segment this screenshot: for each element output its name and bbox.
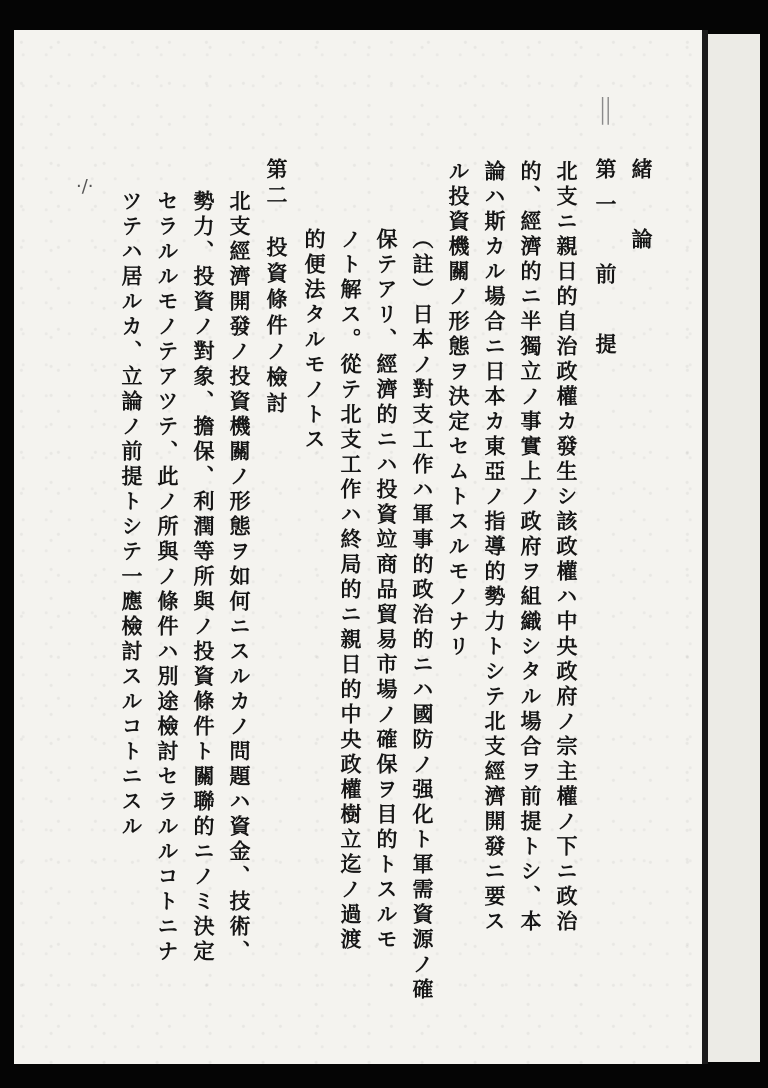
text-column: 勢力、投資ノ對象、擔保、利潤等所與ノ投資條件ト關聯的ニノミ決定	[191, 190, 216, 965]
note-column: （註）日本ノ對支工作ハ軍事的政治的ニハ國防ノ强化ト軍需資源ノ確	[410, 228, 435, 1003]
text-column: ル投資機關ノ形態ヲ決定セムトスルモノナリ	[446, 160, 471, 660]
note-column: 保テアリ、經濟的ニハ投資竝商品貿易市場ノ確保ヲ目的トスルモ	[374, 228, 399, 953]
text-column: 論ハ斯カル場合ニ日本カ東亞ノ指導的勢力トシテ北支經濟開發ニ要ス	[482, 160, 507, 935]
heading-investment-conditions: 第二 投資條件ノ檢討	[264, 158, 289, 418]
text-column: 北支經濟開發ノ投資機關ノ形態ヲ如何ニスルカノ問題ハ資金、技術、	[227, 190, 252, 965]
note-column: ノト解ス。從テ北支工作ハ終局的ニ親日的中央政權樹立迄ノ過渡	[338, 228, 363, 953]
facing-page-edge	[708, 34, 760, 1062]
text-column: セラルルモノテアツテ、此ノ所與ノ條件ハ別途檢討セラルルコトニナ	[155, 190, 180, 965]
margin-mark: ||	[599, 92, 612, 125]
section-title: 緒 論	[629, 158, 654, 263]
side-mark: ·/·	[76, 176, 94, 197]
text-column: ツテハ居ルカ、立論ノ前提トシテ一應檢討スルコトニスル	[119, 190, 144, 840]
text-column: 北支ニ親日的自治政權カ發生シ該政權ハ中央政府ノ宗主權ノ下ニ政治	[554, 160, 579, 935]
note-column: 的便法タルモノトス	[302, 228, 327, 453]
heading-premise: 第一 前 提	[593, 158, 618, 368]
text-column: 的、經濟的ニ半獨立ノ事實上ノ政府ヲ組織シタル場合ヲ前提トシ、本	[518, 160, 543, 935]
